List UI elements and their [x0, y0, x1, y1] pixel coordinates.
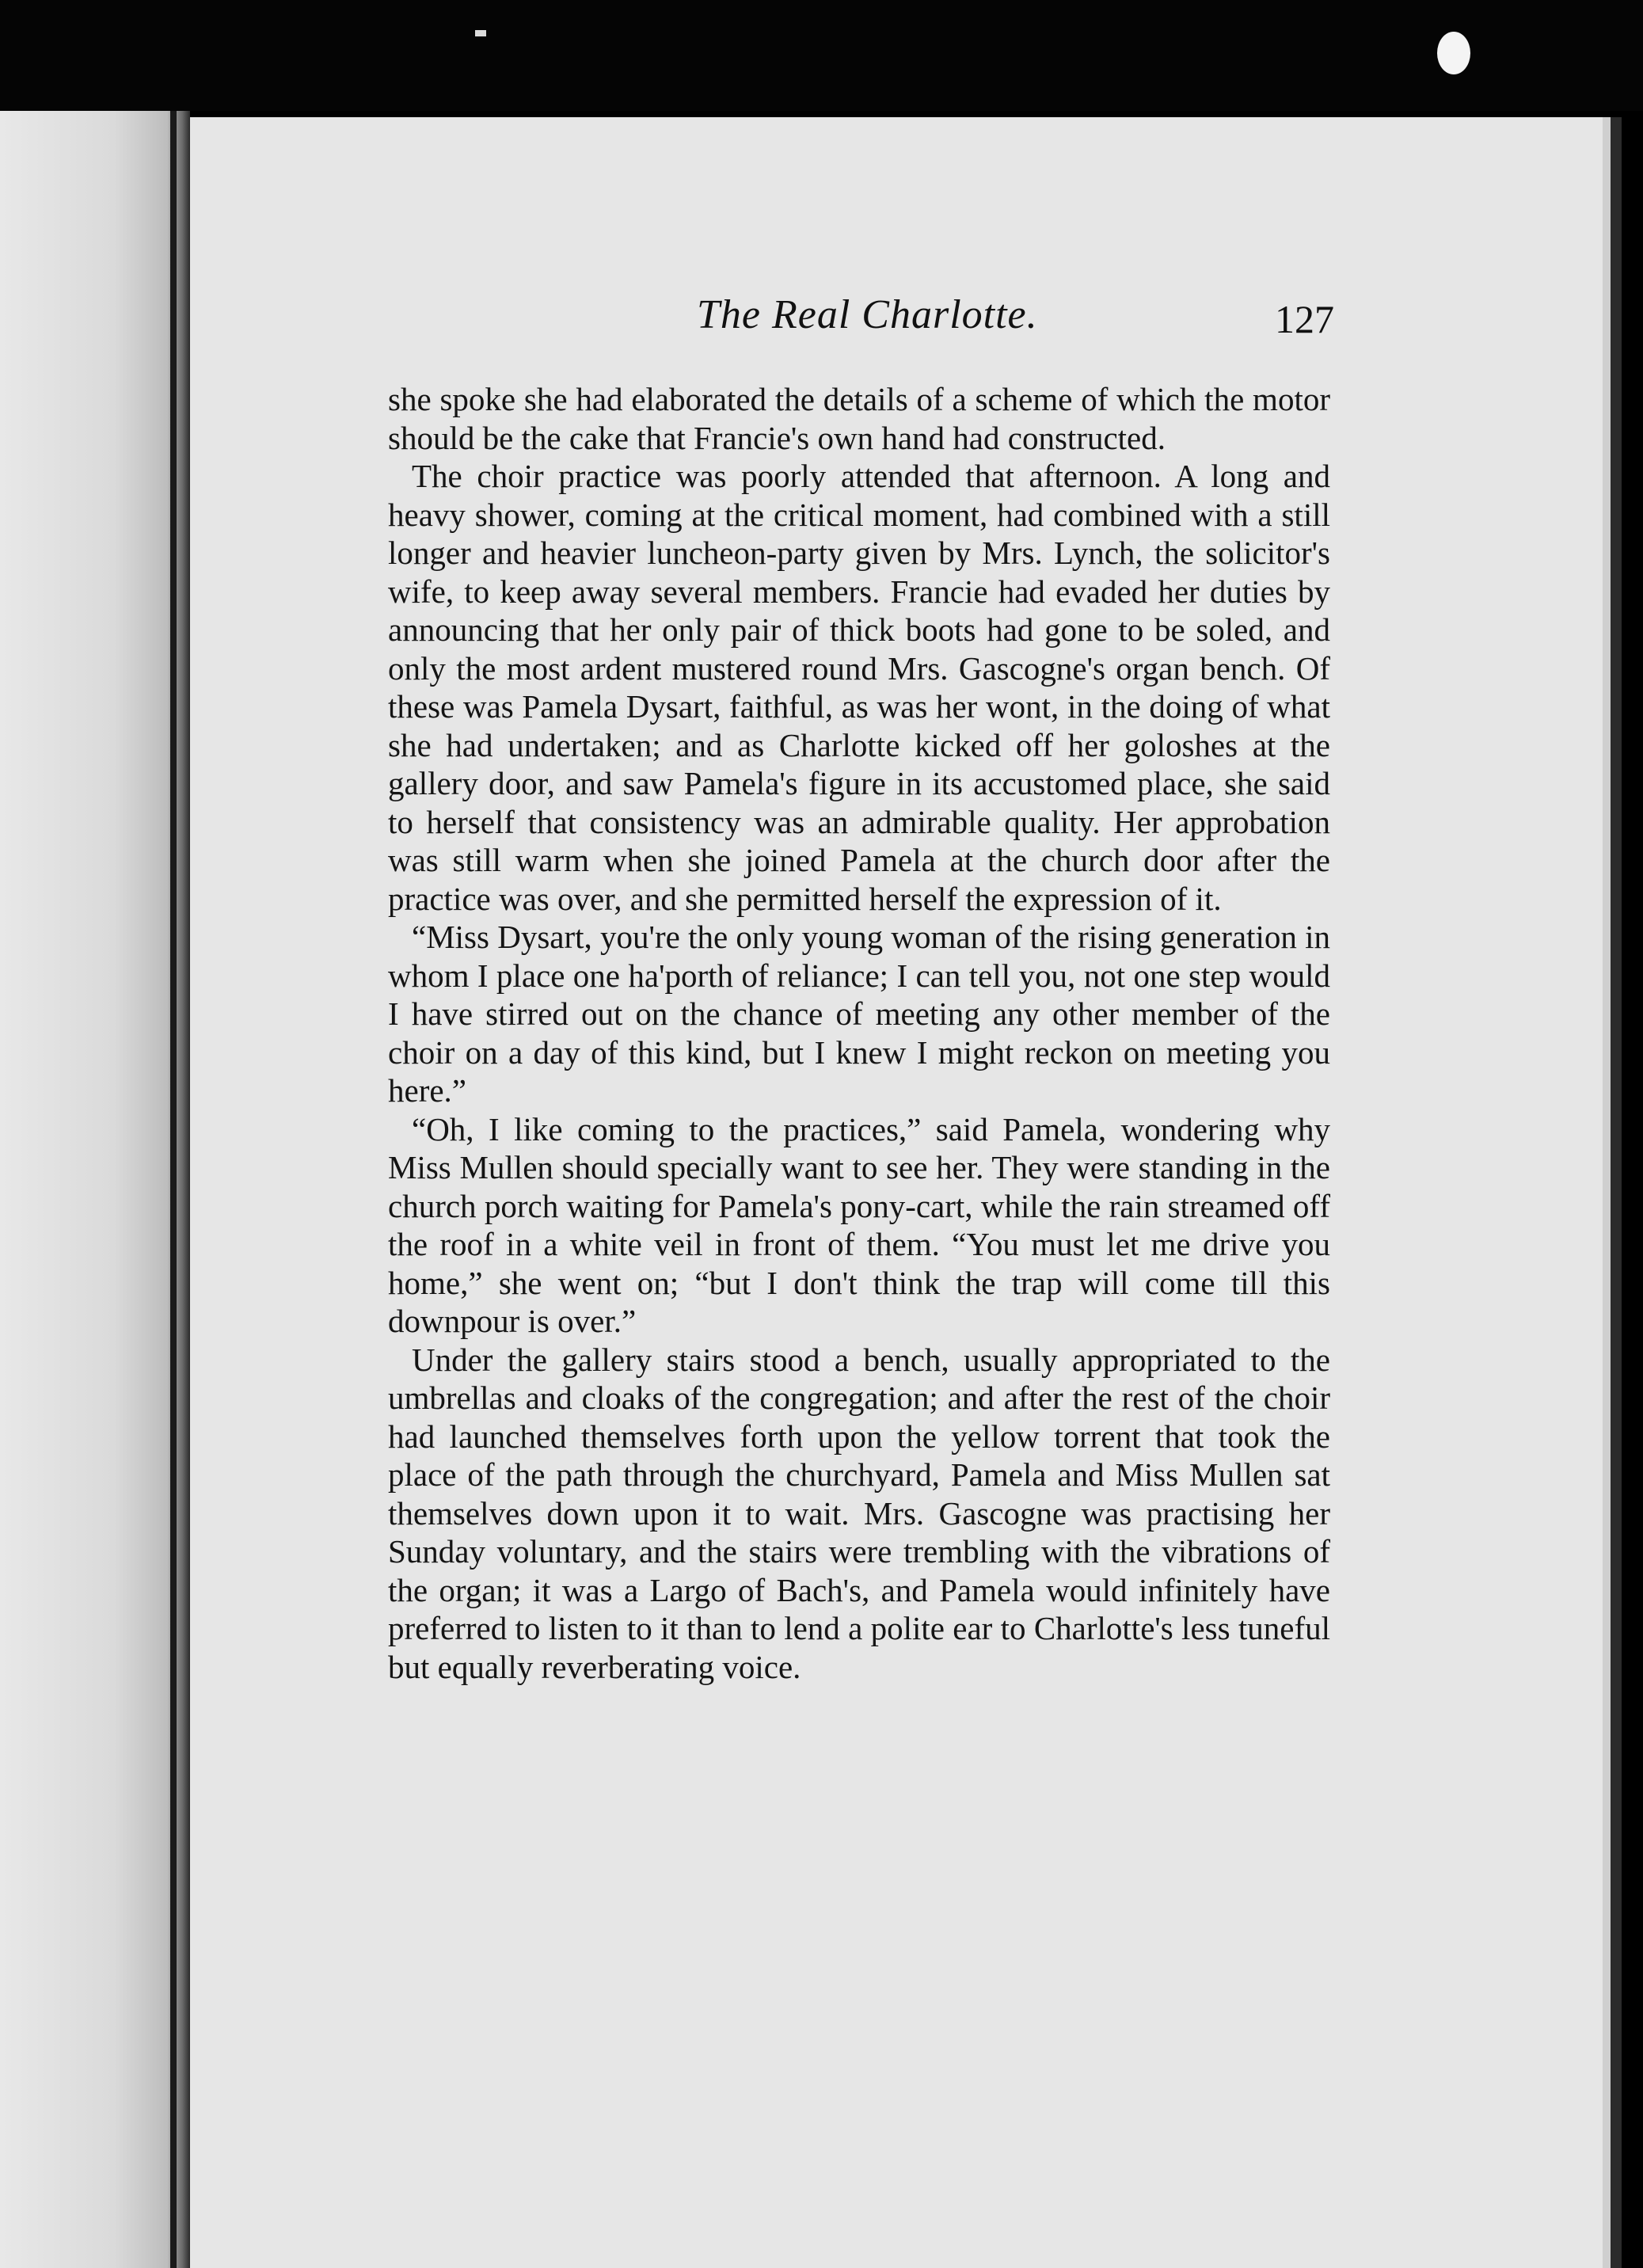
running-head [380, 291, 1334, 363]
scan-border-top [0, 0, 1643, 111]
facing-page-edge [0, 111, 190, 2268]
page-edge-shadow [1603, 117, 1611, 2268]
paragraph: “Miss Dysart, you're the only young woman of the rising generation in whom I place one ha'porth of reliance; I can tell you, not one step would I have stirred out on the chance of meeting any other member of the choir on a day of this kind, but I knew I might reckon on meeting you here.” [388, 919, 1330, 1109]
scan-blot [1437, 32, 1470, 74]
page-number: 127 [1275, 297, 1334, 341]
book-spine [170, 111, 177, 2268]
paragraph: Under the gallery stairs stood a bench, usually appropriated to the umbrellas and cloaks of the congregation; and after the rest of the choir had launched themselves forth upon the yellow torrent that took the place of the path through the churchyard, Pamela and Miss Mullen sat themselves down upon it to wait. Mrs. Gascogne was practising her Sunday voluntary, and the stairs were trembling with the vibrations of the organ; it was a Largo of Bach's, and Pamela would infinitely have preferred to listen to it than to lend a polite ear to Charlotte's less tuneful but equally reverberating voice. [388, 1341, 1330, 1685]
body-text [388, 380, 1330, 1686]
paragraph: The choir practice was poorly attended that afternoon. A long and heavy shower, coming at the critical moment, had combined with a still longer and heavier luncheon-party given by Mrs. Lynch, the solicitor's wife, to keep away several members. Francie had evaded her duties by announcing that her only pair of thick boots had gone to be soled, and only the most ardent mustered round Mrs. Gascogne's organ bench. Of these was Pamela Dysart, faithful, as was her wont, in the doing of what she had undertaken; and as Charlotte kicked off her goloshes at the gallery door, and saw Pamela's figure in its accustomed place, she said to herself that consistency was an admirable quality. Her approbation was still warm when she joined Pamela at the church door after the practice was over, and she permitted herself the expression of it. [388, 458, 1330, 917]
paragraph: “Oh, I like coming to the practices,” said Pamela, wondering why Miss Mullen should specially want to see her. They were standing in the church porch waiting for Pamela's pony-cart, while the rain streamed off the roof in a white veil in front of them. “You must let me drive you home,” she went on; “but I don't think the trap will come till this downpour is over.” [388, 1110, 1330, 1339]
page-edge [1611, 117, 1622, 2268]
scan-speck [475, 30, 486, 36]
running-title: The Real Charlotte. [697, 292, 1038, 337]
paragraph: she spoke she had elaborated the details of a scheme of which the motor should be the cake that Francie's own hand had constructed. [388, 381, 1330, 456]
